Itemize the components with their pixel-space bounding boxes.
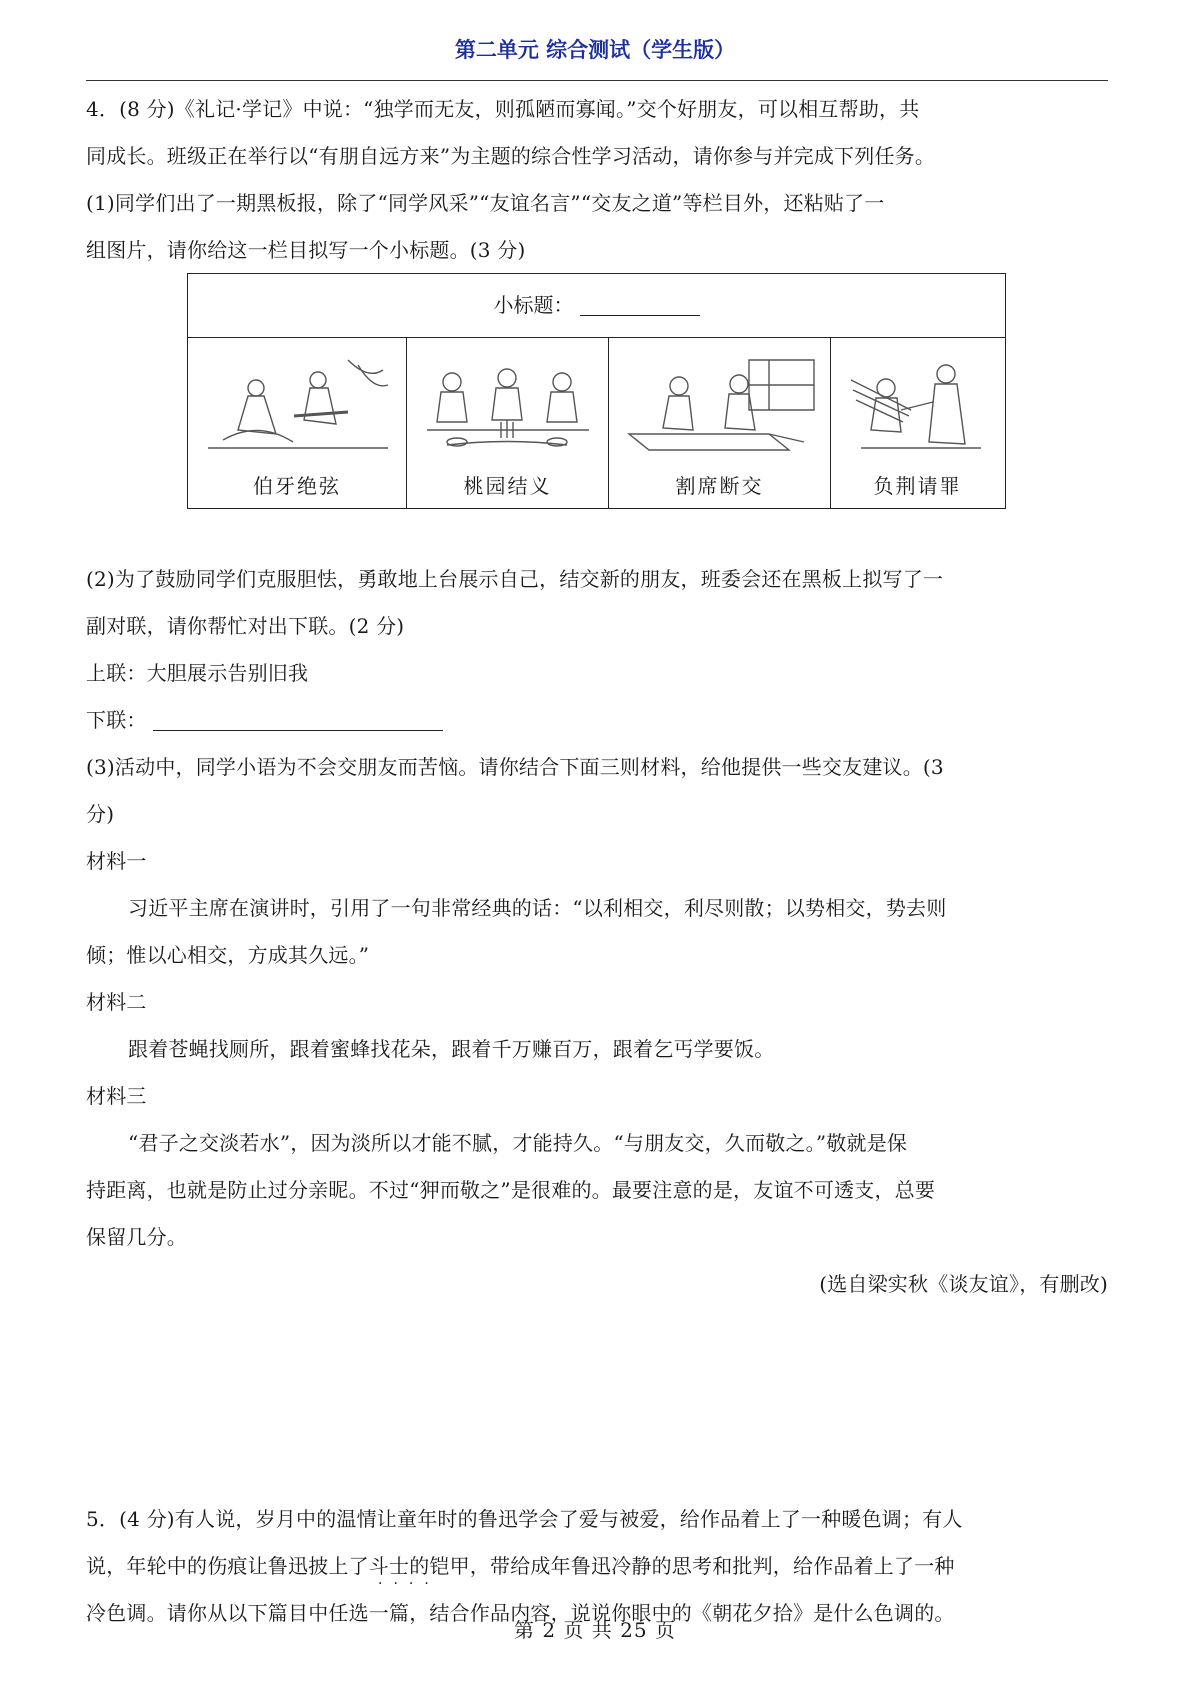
material2-title: 材料二: [86, 990, 147, 1014]
q5-line3: 冷色调。请你从以下篇目中任选一篇，结合作品内容，说说你眼中的《朝花夕拾》是什么色调的。: [86, 1601, 955, 1625]
picture-gexi: [609, 338, 831, 509]
q4-sub2-line2: 副对联，请你帮忙对出下联。(2 分): [86, 614, 405, 638]
subtitle-row: [188, 274, 1005, 338]
q4-sub3-line1: (3)活动中，同学小语为不会交朋友而苦恼。请你结合下面三则材料，给他提供一些交友建议。(3: [86, 755, 944, 779]
q4-sub1-line2: 组图片，请你给这一栏目拟写一个小标题。(3 分): [86, 238, 526, 262]
lower-couplet-label: 下联：: [86, 708, 147, 732]
subtitle-blank[interactable]: [580, 291, 700, 316]
lower-couplet-row: [86, 697, 1108, 744]
subtitle-label: 小标题：: [493, 293, 574, 317]
material3-source: (选自梁实秋《谈友谊》，有删改): [819, 1272, 1108, 1296]
picture-table: [187, 273, 1006, 509]
material1-title: 材料一: [86, 849, 147, 873]
boya-guqin-illustration: [198, 350, 398, 460]
caption-boya: 伯牙绝弦: [253, 474, 341, 498]
page-footer: 第 2 页 共 25 页: [514, 1618, 676, 1642]
material1-line2: 倾；惟以心相交，方成其久远。”: [86, 943, 370, 967]
taoyuan-oath-illustration: [417, 350, 599, 460]
caption-taoyuan: 桃园结义: [463, 474, 552, 498]
q5-line2: 说，年轮中的伤痕让鲁迅披上了斗士的铠甲，带给成年鲁迅冷静的思考和批判，给作品着上了一种: [86, 1554, 955, 1578]
picture-row: [188, 338, 1005, 509]
q4-stem-line2: 同成长。班级正在举行以“有朋自远方来”为主题的综合性学习活动，请你参与并完成下列任务。: [86, 144, 936, 168]
lower-couplet-blank[interactable]: [153, 706, 443, 731]
upper-couplet: 上联：大胆展示告别旧我: [86, 661, 309, 685]
gexi-mat-illustration: [619, 350, 819, 460]
material3-title: 材料三: [86, 1084, 147, 1108]
q4-stem-line1: 4．(8 分)《礼记·学记》中说：“独学而无友，则孤陋而寡闻。”交个好朋友，可以相互帮助，共: [86, 97, 920, 121]
material1-line1: 习近平主席在演讲时，引用了一句非常经典的话：“以利相交，利尽则散；以势相交，势去则: [128, 896, 947, 920]
fujing-illustration: [841, 350, 995, 460]
answer-space: [86, 1308, 1108, 1496]
header-rule: [86, 80, 1108, 81]
caption-fujing: 负荆请罪: [873, 474, 962, 498]
material3-line2: 持距离，也就是防止过分亲昵。不过“狎而敬之”是很难的。最要注意的是，友谊不可透支，总要: [86, 1178, 936, 1202]
page-header-title: 第二单元 综合测试（学生版）: [454, 38, 736, 62]
q4-sub2-line1: (2)为了鼓励同学们克服胆怯，勇敢地上台展示自己，结交新的朋友，班委会还在黑板上拟写了一: [86, 567, 944, 591]
picture-taoyuan: [407, 338, 609, 509]
q4-sub3-line2: 分): [86, 802, 115, 826]
emphasis-dots: ····: [378, 1576, 440, 1592]
material3-line1: “君子之交淡若水”，因为淡所以才能不腻，才能持久。“与朋友交，久而敬之。”敬就是保: [128, 1131, 908, 1155]
material3-line3: 保留几分。: [86, 1225, 187, 1249]
picture-boya: [188, 338, 407, 509]
q5-line1: 5．(4 分)有人说，岁月中的温情让童年时的鲁迅学会了爱与被爱，给作品着上了一种暖色调；有人: [86, 1507, 963, 1531]
q4-sub1-line1: (1)同学们出了一期黑板报，除了“同学风采”“友谊名言”“交友之道”等栏目外，还粘贴了一: [86, 191, 885, 215]
material2-line1: 跟着苍蝇找厕所，跟着蜜蜂找花朵，跟着千万赚百万，跟着乞丐学要饭。: [128, 1037, 775, 1061]
caption-gexi: 割席断交: [675, 474, 764, 498]
picture-fujing: [831, 338, 1004, 509]
